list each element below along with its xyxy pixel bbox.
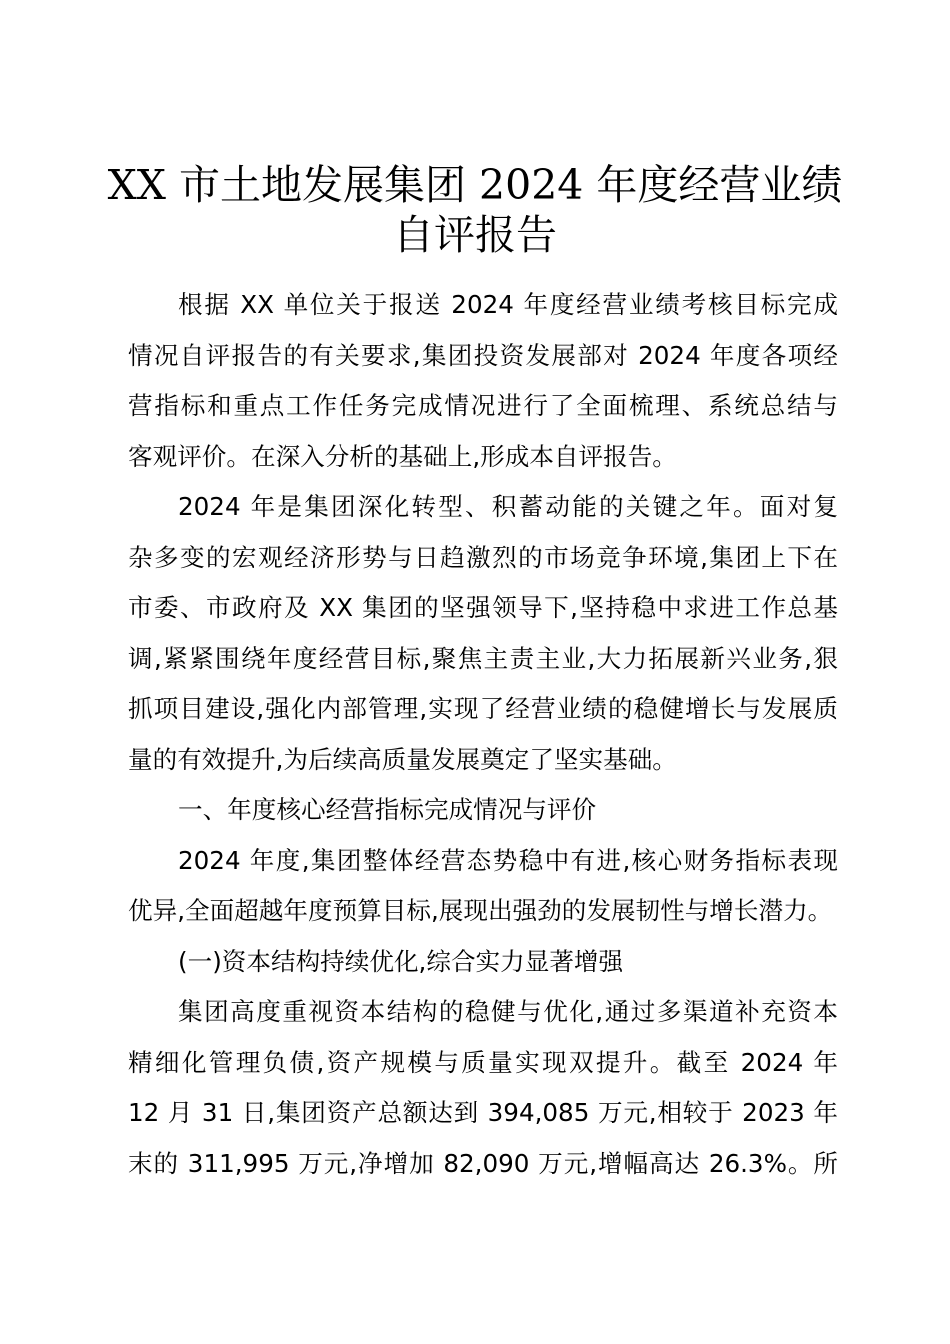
paragraph-intro-line-3: 营指标和重点工作任务完成情况进行了全面梳理、系统总结与 (128, 391, 838, 420)
paragraph-intro-line-2: 情况自评报告的有关要求,集团投资发展部对 2024 年度各项经 (128, 340, 838, 370)
paragraph-capital-line-2: 精细化管理负债,资产规模与质量实现双提升。截至 2024 年 (128, 1047, 838, 1077)
paragraph-context-line-6: 量的有效提升,为后续高质量发展奠定了坚实基础。 (128, 744, 677, 774)
paragraph-summary-line-1: 2024 年度,集团整体经营态势稳中有进,核心财务指标表现 (178, 845, 838, 875)
paragraph-intro-line-4: 客观评价。在深入分析的基础上,形成本自评报告。 (128, 441, 677, 471)
paragraph-capital-line-3: 12 月 31 日,集团资产总额达到 394,085 万元,相较于 2023 年 (128, 1098, 838, 1127)
paragraph-capital-line-4: 末的 311,995 万元,净增加 82,090 万元,增幅高达 26.3%。所 (128, 1148, 838, 1178)
section-heading-1: 一、年度核心经营指标完成情况与评价 (178, 795, 597, 824)
report-title-line-1: XX 市土地发展集团 2024 年度经营业绩 (107, 161, 843, 209)
paragraph-summary-line-2: 优异,全面超越年度预算目标,展现出强劲的发展韧性与增长潜力。 (128, 896, 833, 925)
subsection-heading-1: (一)资本结构持续优化,综合实力显著增强 (178, 946, 624, 976)
report-body (128, 280, 838, 1189)
paragraph-context-line-5: 抓项目建设,强化内部管理,实现了经营业绩的稳健增长与发展质 (128, 694, 838, 723)
paragraph-context-line-1: 2024 年是集团深化转型、积蓄动能的关键之年。面对复 (178, 492, 838, 521)
report-title-line-2: 自评报告 (393, 211, 557, 259)
paragraph-capital-line-1: 集团高度重视资本结构的稳健与优化,通过多渠道补充资本 (178, 997, 838, 1026)
paragraph-context-line-2: 杂多变的宏观经济形势与日趋激烈的市场竞争环境,集团上下在 (128, 542, 838, 572)
paragraph-context-line-3: 市委、市政府及 XX 集团的坚强领导下,坚持稳中求进工作总基 (128, 593, 838, 622)
paragraph-intro-line-1: 根据 XX 单位关于报送 2024 年度经营业绩考核目标完成 (178, 290, 838, 319)
paragraph-context-line-4: 调,紧紧围绕年度经营目标,聚焦主责主业,大力拓展新兴业务,狠 (128, 643, 838, 673)
